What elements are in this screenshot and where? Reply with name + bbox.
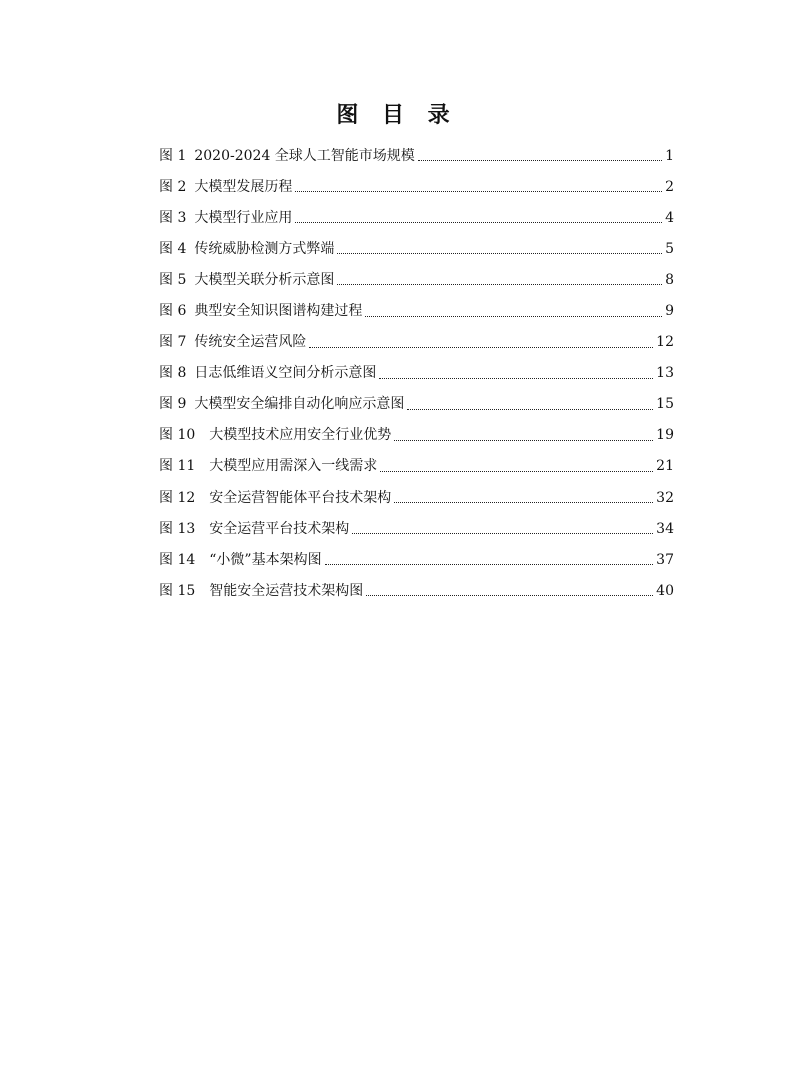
toc-dot-leader [295,222,662,223]
toc-dot-leader [295,191,662,192]
toc-entry-label: 图 8 [159,365,187,382]
toc-entry-page: 4 [665,209,674,226]
toc-entry[interactable] [159,575,674,606]
toc-dot-leader [352,533,653,534]
toc-entry-label: 图 1 [159,147,187,164]
toc-entry[interactable] [159,451,674,482]
toc-entry-page: 37 [656,551,674,568]
toc-entry-title: 大模型技术应用安全行业优势 [209,427,392,444]
toc-entry[interactable] [159,264,674,295]
toc-dot-leader [394,502,653,503]
toc-entry-title: 日志低维语义空间分析示意图 [194,365,377,382]
toc-entry-title: 大模型安全编排自动化响应示意图 [194,396,405,413]
toc-entry[interactable] [159,420,674,451]
toc-entry-page: 1 [665,147,674,164]
toc-entry-title: 智能安全运营技术架构图 [209,582,364,599]
toc-dot-leader [366,595,653,596]
toc-entry[interactable] [159,140,674,171]
toc-entry-label: 图 2 [159,178,187,195]
toc-entry-page: 2 [665,178,674,195]
toc-entry-page: 13 [656,365,674,382]
toc-entry-page: 19 [656,427,674,444]
toc-entry-label: 图 11 [159,458,196,475]
toc-entry-page: 32 [656,489,674,506]
toc-dot-leader [337,284,662,285]
toc-dot-leader [379,378,653,379]
toc-entry-label: 图 4 [159,240,187,257]
toc-entry-label: 图 14 [159,551,196,568]
toc-entry-title: 大模型行业应用 [194,209,293,226]
toc-entry-page: 12 [656,334,674,351]
toc-dot-leader [394,440,653,441]
toc-entry-title: “小微”基本架构图 [209,551,322,568]
toc-entry-page: 15 [656,396,674,413]
toc-entry-title: 传统威胁检测方式弊端 [194,240,335,257]
figure-toc-list [159,140,674,606]
toc-entry-title: 典型安全知识图谱构建过程 [194,303,363,320]
toc-entry-title: 大模型发展历程 [194,178,293,195]
toc-entry-page: 5 [665,240,674,257]
toc-entry[interactable] [159,482,674,513]
toc-entry-label: 图 5 [159,271,187,288]
toc-entry[interactable] [159,295,674,326]
toc-dot-leader [418,160,662,161]
toc-entry-title: 安全运营平台技术架构 [209,520,350,537]
toc-entry-title: 2020-2024 全球人工智能市场规模 [194,147,415,164]
toc-dot-leader [380,471,653,472]
toc-entry-label: 图 7 [159,334,187,351]
toc-entry-page: 9 [665,303,674,320]
toc-entry[interactable] [159,544,674,575]
toc-entry-title: 传统安全运营风险 [194,334,307,351]
toc-entry[interactable] [159,327,674,358]
toc-entry-title: 大模型应用需深入一线需求 [209,458,378,475]
toc-entry-title: 大模型关联分析示意图 [194,271,335,288]
toc-dot-leader [337,253,662,254]
toc-entry-label: 图 12 [159,489,196,506]
toc-dot-leader [325,564,654,565]
toc-entry-label: 图 10 [159,427,196,444]
toc-entry-label: 图 9 [159,396,187,413]
toc-entry[interactable] [159,202,674,233]
toc-entry[interactable] [159,513,674,544]
toc-entry-page: 40 [656,582,674,599]
toc-dot-leader [365,316,662,317]
toc-entry-page: 34 [656,520,674,537]
toc-entry-title: 安全运营智能体平台技术架构 [209,489,392,506]
toc-entry-label: 图 3 [159,209,187,226]
toc-entry-label: 图 15 [159,582,196,599]
toc-entry[interactable] [159,171,674,202]
toc-entry[interactable] [159,358,674,389]
toc-entry[interactable] [159,389,674,420]
toc-dot-leader [407,409,653,410]
toc-entry-page: 8 [665,271,674,288]
toc-entry-page: 21 [656,458,674,475]
page-title: 图 目 录 [336,103,458,128]
toc-entry[interactable] [159,233,674,264]
toc-dot-leader [309,347,653,348]
toc-entry-label: 图 6 [159,303,187,320]
toc-entry-label: 图 13 [159,520,196,537]
